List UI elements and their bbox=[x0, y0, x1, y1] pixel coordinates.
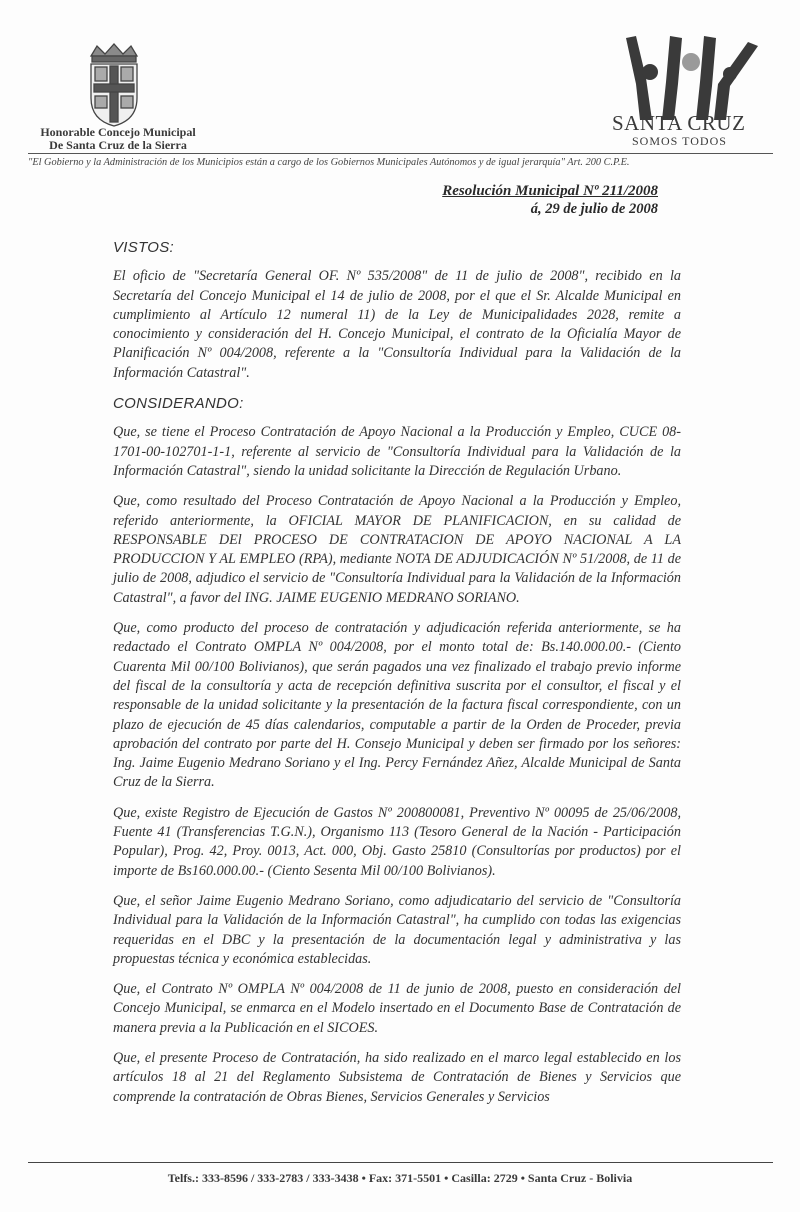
considerando-paragraph: Que, existe Registro de Ejecución de Gastos Nº 200800081, Preventivo Nº 00095 de 25/06/2008, Fuente 41 (Transferencias T.G.N.), Organismo 113 (Tesoro General de la Nación - Participación Popular), Prog. 42, Proy. 0013, Act. 000, Obj. Gasto 25810 (Consultorías por productos) por el importe de Bs160.000.00.- (Ciento Sesenta Mil 00/100 Bolivianos). bbox=[113, 804, 681, 879]
considerando-paragraph: Que, el Contrato Nº OMPLA Nº 004/2008 de 11 de junio de 2008, puesto en consideración del Concejo Municipal, se enmarca en el Modelo insertado en el Documento Base de Contratación de manera previa a la Publicación en el SICOES. bbox=[113, 981, 681, 1036]
considerando-paragraph: Que, como producto del proceso de contratación y adjudicación referida anteriormente, se ha redactado el Contrato OMPLA Nº 004/2008, por el monto total de: Bs.140.000.00.- (Ciento Cuarenta Mil 00/100 Bolivianos), que serán pagados una vez finalizado el trabajo previo informe del fiscal de la consultoría y acta de recepción definitiva suscrita por el consultor, el fiscal y el responsable de la unidad solicitante y la presentación de la factura fiscal correspondiente, con un plazo de ejecución de 45 días calendarios, computable a partir de la Orden de Proceder, previa aprobación del contrato por parte del H. Consejo Municipal y deben ser firmado por los señores: Ing. Jaime Eugenio Medrano Soriano y el Ing. Percy Fernández Añez, Alcalde Municipal de Santa Cruz de la Sierra. bbox=[113, 620, 681, 791]
footer-divider bbox=[28, 1162, 773, 1163]
considerando-paragraph: Que, el señor Jaime Eugenio Medrano Soriano, como adjudicatario del servicio de "Consultoría Individual para la Validación de la Información Catastral", ha cumplido con todas las exigencias requeridas en el DBC y la presentación de la documentación legal y administrativa y las propuestas técnica y económica establecidas. bbox=[113, 892, 681, 967]
footer-contact: Telfs.: 333-8596 / 333-2783 / 333-3438 • Fax: 371-5501 • Casilla: 2729 • Santa Cruz - Bolivia bbox=[167, 1171, 633, 1185]
logo-name: SANTA CRUZ bbox=[612, 111, 746, 135]
considerando-paragraph: Que, el presente Proceso de Contratación, ha sido realizado en el marco legal establecido en los artículos 18 al 21 del Reglamento Subsistema de Contratación de Bienes y Servicios que comprende la contratación de Obras Bienes, Servicios Generales y Servicios bbox=[113, 1049, 681, 1105]
considerando-paragraph: Que, se tiene el Proceso Contratación de Apoyo Nacional a la Producción y Empleo, CUCE 08-1701-00-102701-1-1, referente al servicio de "Consultoría Individual para la Validación de la Información Catastral", siendo la unidad solicitante la Dirección de Regulación Urbano. bbox=[113, 424, 681, 479]
vistos-heading: VISTOS: bbox=[113, 239, 175, 256]
resolution-date: á, 29 de julio de 2008 bbox=[530, 201, 658, 217]
council-line-2: De Santa Cruz de la Sierra bbox=[49, 138, 187, 152]
resolution-title: Resolución Municipal Nº 211/2008 bbox=[442, 183, 658, 199]
santa-cruz-people-logo-icon bbox=[612, 32, 762, 122]
council-line-1: Honorable Concejo Municipal bbox=[40, 125, 196, 139]
coat-of-arms-icon bbox=[83, 42, 145, 128]
considerando-heading: CONSIDERANDO: bbox=[113, 395, 244, 413]
council-name bbox=[28, 126, 208, 152]
header-divider bbox=[28, 153, 773, 154]
considerando-paragraph: Que, como resultado del Proceso Contratación de Apoyo Nacional a la Producción y Empleo, referido anteriormente, la OFICIAL MAYOR DE PLANIFICACION, en su calidad de RESPONSABLE DEl PROCESO DE CONTRATACION DE APOYO NACIONAL A LA PRODUCCION Y AL EMPLEO (RPA), mediante NOTA DE ADJUDICACIÓN Nº 51/2008, de 11 de julio de 2008, adjudico el servicio de "Consultoría Individual para la Validación de la Información Catastral", a favor del ING. JAIME EUGENIO MEDRANO SORIANO. bbox=[113, 493, 681, 606]
vistos-paragraph: El oficio de "Secretaría General OF. Nº 535/2008" de 11 de julio de 2008", recibido en la Secretaría del Concejo Municipal el 14 de julio de 2008, por el que el Sr. Alcalde Municipal en cumplimiento al Artículo 12 numeral 11) de la Ley de Municipalidades 2028, remite a conocimiento y consideración del H. Concejo Municipal, el contrato de la Oficialía Mayor de Planificación Nº 004/2008, referente a la "Consultoría Individual para la Validación de la Información Catastral". bbox=[113, 268, 681, 381]
constitution-epigraph: "El Gobierno y la Administración de los Municipios están a cargo de los Gobiernos Municipales Autónomos y de igual jerarquía" Art. 200 C.P.E. bbox=[28, 157, 630, 168]
document-body bbox=[113, 238, 681, 1118]
logo-tagline: SOMOS TODOS bbox=[632, 134, 727, 148]
